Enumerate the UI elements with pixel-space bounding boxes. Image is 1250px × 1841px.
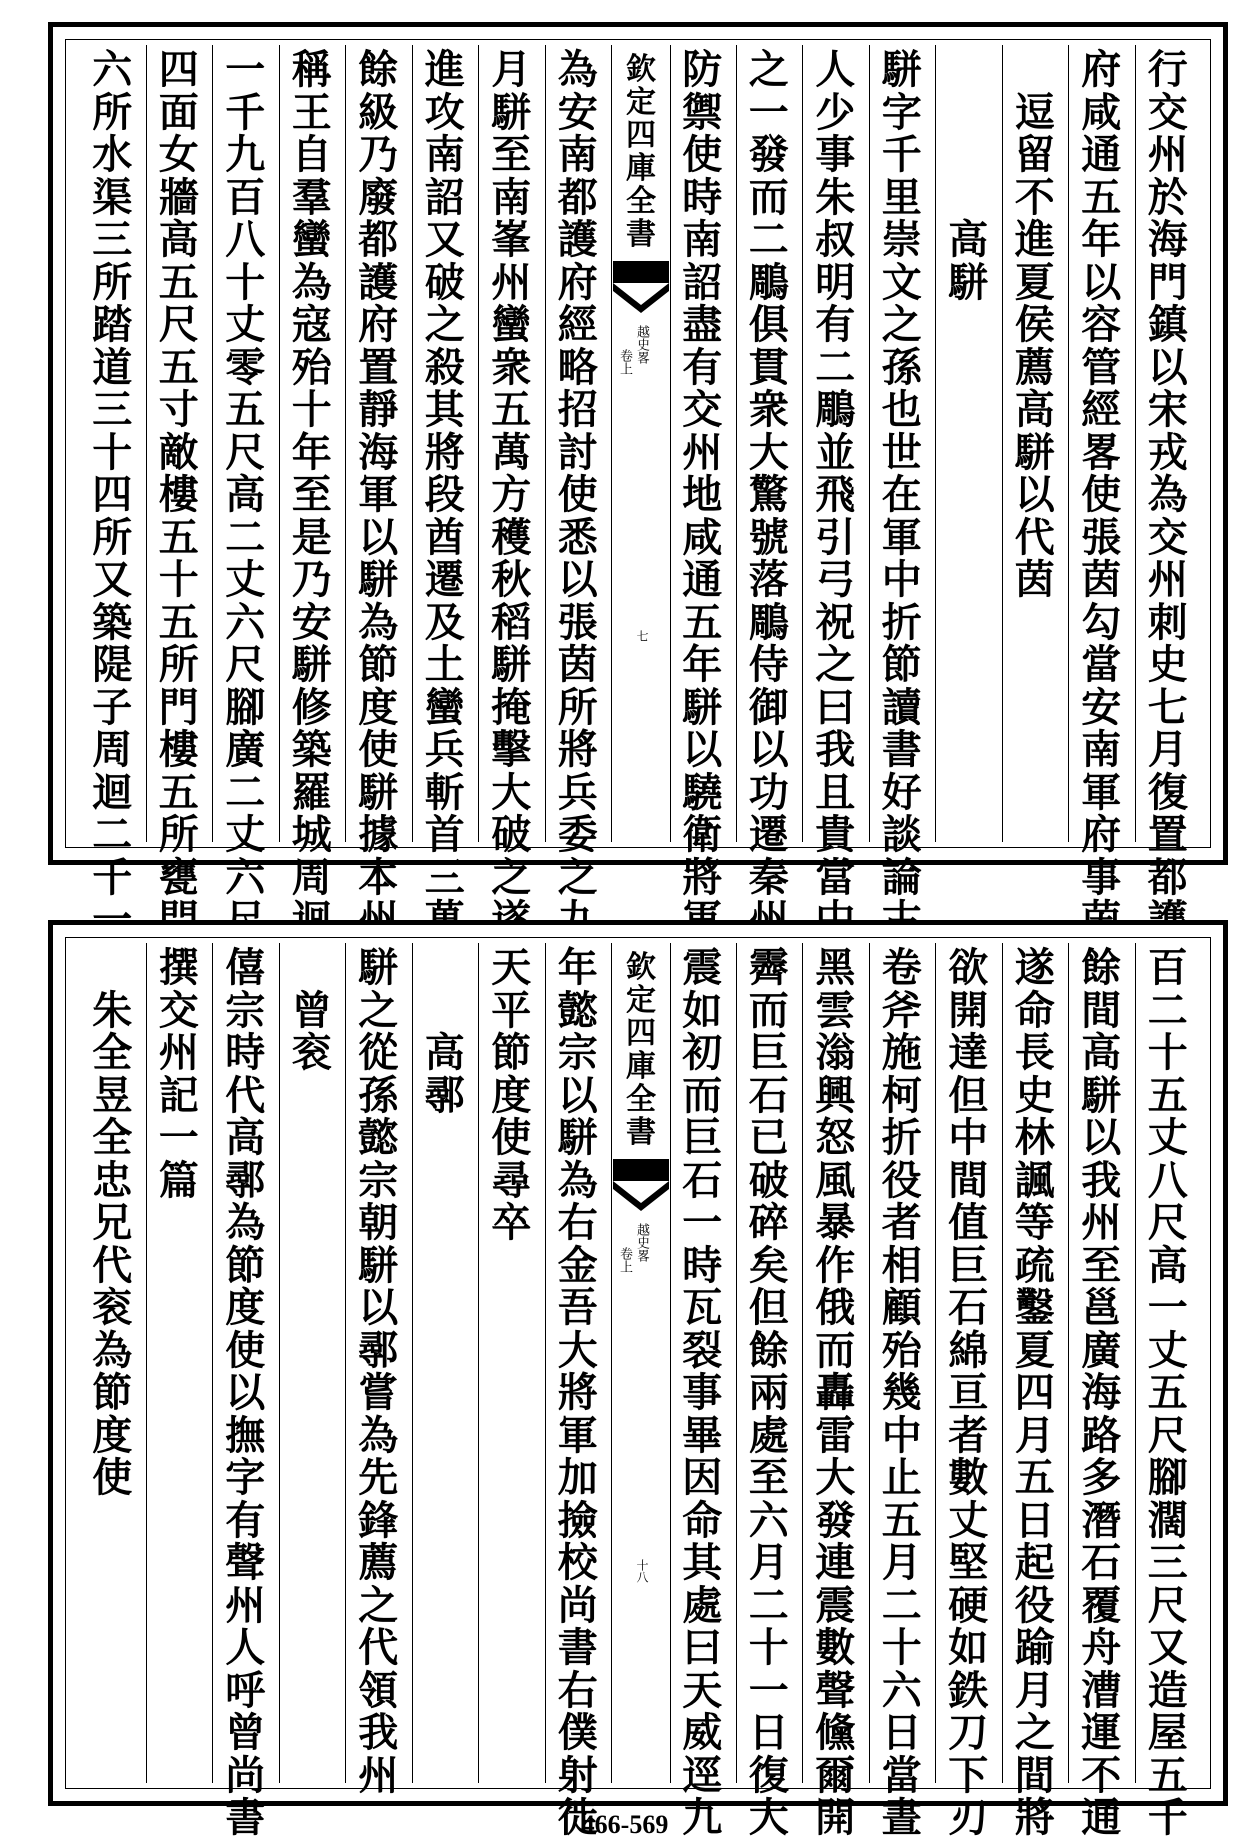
top-column-15 bbox=[146, 46, 213, 901]
top-column-text: 之 一 發 而 二 鵰 俱 貫 衆 大 驚 號 落 鵰 侍 御 以 功 遷 秦 bbox=[748, 46, 789, 901]
top-column-text: 人 少 事 朱 叔 明 有 二 鵰 並 飛 引 弓 祝 之 曰 我 且 貴 當 bbox=[815, 46, 856, 901]
bottom-column-15 bbox=[146, 944, 213, 1779]
column-rule bbox=[146, 943, 147, 1783]
bottom-column-text: 天 平 節 度 使 尋 卒 bbox=[491, 944, 532, 1246]
bottom-column-text: 駢 之 從 孫 懿 宗 朝 駢 以 鄩 嘗 為 先 鋒 薦 之 代 領 我 州 bbox=[358, 944, 399, 1799]
bottom-column-text: 撰 交 州 記 一 篇 bbox=[158, 944, 199, 1204]
column-rule bbox=[736, 943, 737, 1783]
top-column-6 bbox=[802, 46, 869, 901]
bottom-column-7 bbox=[736, 944, 803, 1841]
fishtail-mark-icon bbox=[613, 261, 669, 321]
bottom-column-10 bbox=[478, 944, 545, 1779]
spine-center-column bbox=[611, 45, 671, 842]
top-column-text: 六 所 水 渠 三 所 踏 道 三 十 四 所 又 築 隄 子 周 迴 二 千 bbox=[92, 46, 133, 901]
top-column-4 bbox=[935, 49, 1002, 838]
fishtail-mark-icon bbox=[613, 1159, 669, 1219]
top-column-text: 四 面 女 牆 高 五 尺 五 寸 敵 樓 五 十 五 所 門 樓 五 所 甕 bbox=[158, 46, 199, 901]
column-rule bbox=[1002, 943, 1003, 1783]
column-rule bbox=[478, 45, 479, 842]
column-rule bbox=[545, 943, 546, 1783]
column-rule bbox=[802, 45, 803, 842]
top-column-16 bbox=[79, 46, 146, 901]
top-column-5 bbox=[869, 46, 936, 901]
column-rule bbox=[478, 943, 479, 1783]
top-column-text: 府 咸 通 五 年 以 容 管 經 畧 使 張 茵 勾 當 安 南 軍 府 事 bbox=[1081, 46, 1122, 901]
bottom-column-8 bbox=[669, 944, 736, 1841]
spine-center-column bbox=[611, 943, 671, 1783]
spine-book-title: 越史畧 bbox=[634, 1223, 649, 1262]
spine-title: 欽 定 四 庫 全 書 bbox=[626, 950, 656, 1150]
top-column-10 bbox=[478, 46, 545, 901]
column-rule bbox=[1068, 45, 1069, 842]
spine-volume: 卷上 bbox=[617, 349, 632, 375]
bottom-column-11 bbox=[412, 947, 479, 1779]
column-rule bbox=[345, 943, 346, 1783]
column-rule bbox=[1135, 943, 1136, 1783]
bottom-column-text: 霽 而 巨 石 已 破 碎 矣 但 餘 兩 處 至 六 月 二 十 一 日 復 大 bbox=[748, 944, 789, 1841]
column-rule bbox=[736, 45, 737, 842]
top-column-text: 稱 王 自 羣 蠻 為 寇 殆 十 年 至 是 乃 安 駢 修 築 羅 城 周 bbox=[291, 46, 332, 901]
top-half-page bbox=[48, 22, 1228, 901]
column-rule bbox=[212, 45, 213, 842]
bottom-column-5 bbox=[869, 944, 936, 1841]
top-column-9 bbox=[545, 46, 612, 901]
column-rule bbox=[545, 45, 546, 842]
column-rule bbox=[869, 943, 870, 1783]
bottom-column-3 bbox=[1002, 944, 1069, 1841]
bottom-column-text: 黑 雲 滃 興 怒 風 暴 作 俄 而 轟 雷 大 發 連 震 數 聲 儵 爾 開 bbox=[815, 944, 856, 1841]
top-column-12 bbox=[345, 46, 412, 901]
top-column-14 bbox=[212, 46, 279, 901]
top-column-text: 高 駢 bbox=[948, 216, 989, 306]
top-column-8 bbox=[669, 46, 736, 901]
bottom-column-2 bbox=[1068, 944, 1135, 1841]
top-column-text: 進 攻 南 詔 又 破 之 殺 其 將 段 酋 遷 及 土 蠻 兵 斬 首 三 bbox=[424, 46, 465, 901]
column-rule bbox=[1135, 45, 1136, 842]
column-rule bbox=[935, 45, 936, 842]
bottom-column-text: 百 二 十 五 丈 八 尺 高 一 丈 五 尺 腳 濶 三 尺 又 造 屋 五 千 bbox=[1147, 944, 1188, 1841]
top-column-3 bbox=[1002, 49, 1069, 838]
column-rule bbox=[412, 943, 413, 1783]
top-column-text: 一 千 九 百 八 十 丈 零 五 尺 高 二 丈 六 尺 腳 廣 二 丈 六 bbox=[225, 46, 266, 901]
column-rule bbox=[279, 943, 280, 1783]
column-rule bbox=[212, 943, 213, 1783]
column-rule bbox=[1068, 943, 1069, 1783]
bottom-column-text: 卷 斧 施 柯 折 役 者 相 顧 殆 幾 中 止 五 月 二 十 六 日 當 晝 bbox=[881, 944, 922, 1841]
column-rule bbox=[1002, 45, 1003, 842]
top-column-text: 為 安 南 都 護 府 經 略 招 討 使 悉 以 張 茵 所 將 兵 委 之 bbox=[557, 46, 598, 901]
spine-folio: 七 bbox=[635, 630, 649, 642]
bottom-column-text: 高 鄩 bbox=[424, 1029, 465, 1119]
column-rule bbox=[412, 45, 413, 842]
spine-title: 欽 定 四 庫 全 書 bbox=[626, 52, 656, 252]
spine-volume: 卷上 bbox=[617, 1247, 632, 1273]
bottom-column-text: 僖 宗 時 代 高 鄩 為 節 度 使 以 撫 字 有 聲 州 人 呼 曾 尚 書 bbox=[225, 944, 266, 1841]
column-rule bbox=[802, 943, 803, 1783]
bottom-column-4 bbox=[935, 944, 1002, 1841]
top-column-13 bbox=[279, 46, 346, 901]
bottom-column-text: 震 如 初 而 巨 石 一 時 瓦 裂 事 畢 因 命 其 處 曰 天 威 逕 九 bbox=[682, 944, 723, 1841]
bottom-column-text: 遂 命 長 史 林 諷 等 疏 鑿 夏 四 月 五 日 起 役 踰 月 之 間 將 bbox=[1014, 944, 1055, 1841]
bottom-column-9 bbox=[545, 944, 612, 1841]
bottom-column-16 bbox=[79, 947, 146, 1779]
bottom-column-text: 年 懿 宗 以 駢 為 右 金 吾 大 將 軍 加 撿 校 尚 書 右 僕 射 徙 bbox=[557, 944, 598, 1841]
column-rule bbox=[935, 943, 936, 1783]
bottom-column-text: 欲 開 達 但 中 間 值 巨 石 綿 亘 者 數 丈 堅 硬 如 鉄 刀 下 刃 bbox=[948, 944, 989, 1841]
bottom-column-text: 朱 全 昱 全 忠 兄 代 衮 為 節 度 使 bbox=[92, 986, 133, 1501]
column-rule bbox=[279, 45, 280, 842]
bottom-column-6 bbox=[802, 944, 869, 1841]
column-rule bbox=[869, 45, 870, 842]
column-rule bbox=[146, 45, 147, 842]
top-column-text: 月 駢 至 南 峯 州 蠻 衆 五 萬 方 穫 秋 稻 駢 掩 擊 大 破 之 bbox=[491, 46, 532, 901]
page-number: 466-569 bbox=[581, 1810, 669, 1839]
top-column-text: 駢 字 千 里 崇 文 之 孫 也 世 在 軍 中 折 節 讀 書 好 談 論 bbox=[881, 46, 922, 901]
bottom-column-text: 曾 衮 bbox=[291, 986, 332, 1076]
top-column-1 bbox=[1135, 46, 1202, 901]
top-column-text: 逗 留 不 進 夏 侯 薦 高 駢 以 代 茵 bbox=[1014, 88, 1055, 603]
spine-book-title: 越史畧 bbox=[634, 325, 649, 364]
top-column-text: 餘 級 乃 廢 都 護 府 置 靜 海 軍 以 駢 為 節 度 使 駢 據 本 bbox=[358, 46, 399, 901]
bottom-column-14 bbox=[212, 944, 279, 1841]
bottom-column-12 bbox=[345, 944, 412, 1799]
top-column-7 bbox=[736, 46, 803, 901]
spine-folio: 十八 bbox=[635, 1559, 649, 1583]
bottom-column-1 bbox=[1135, 944, 1202, 1841]
column-rule bbox=[345, 45, 346, 842]
top-column-text: 防 禦 使 時 南 詔 盡 有 交 州 地 咸 通 五 年 駢 以 驍 衛 將 bbox=[682, 46, 723, 901]
top-column-11 bbox=[412, 46, 479, 901]
top-column-text: 行 交 州 於 海 門 鎮 以 宋 戎 為 交 州 刺 史 七 月 復 置 都 bbox=[1147, 46, 1188, 901]
bottom-column-13 bbox=[279, 947, 346, 1779]
top-column-2 bbox=[1068, 46, 1135, 901]
bottom-column-text: 餘 間 高 駢 以 我 州 至 邕 廣 海 路 多 潛 石 覆 舟 漕 運 不 通 bbox=[1081, 944, 1122, 1841]
